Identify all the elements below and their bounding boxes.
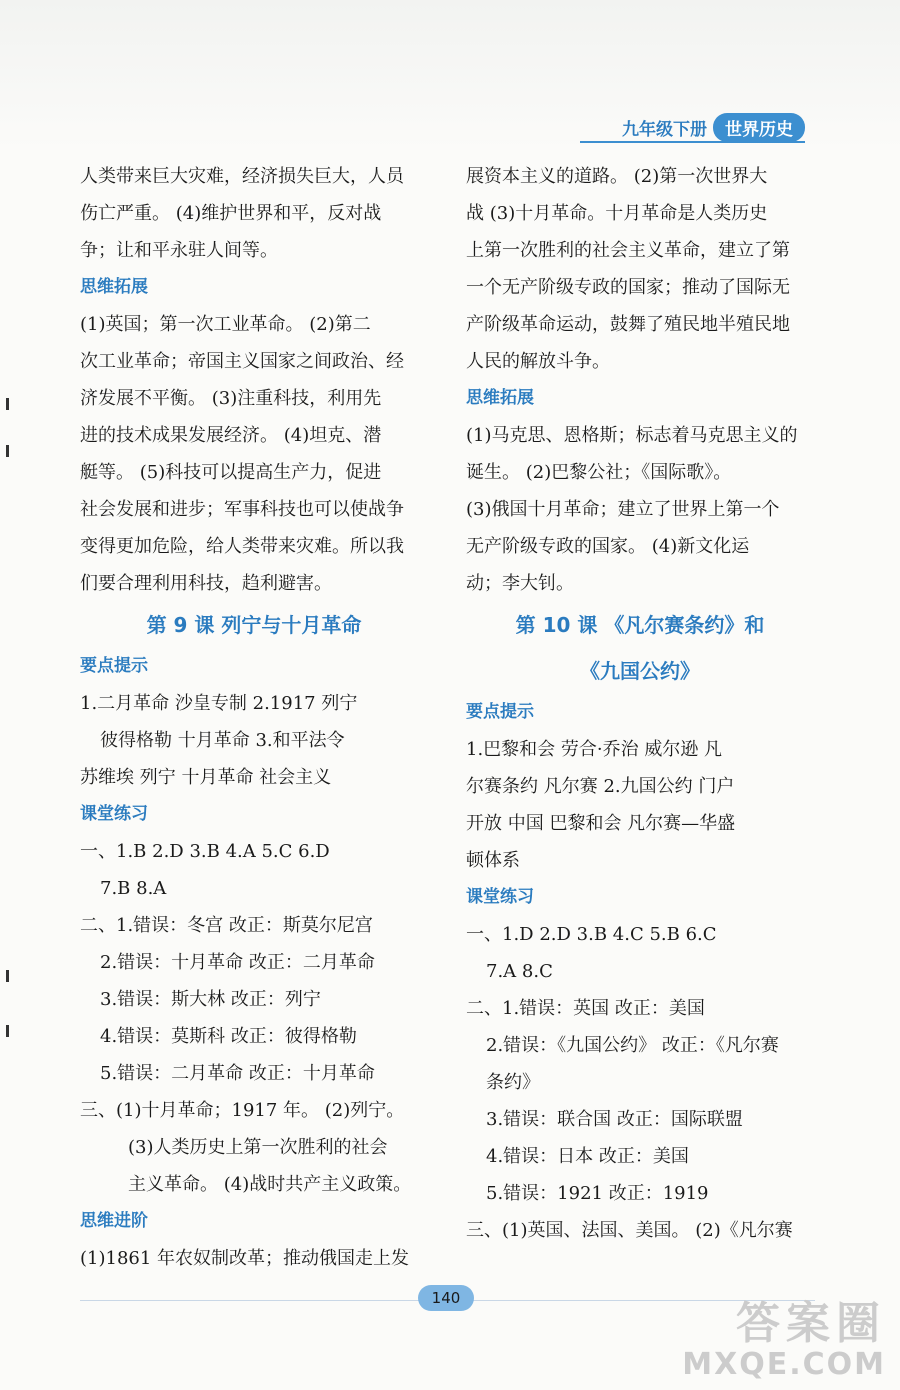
- text-line: 二、1.错误：英国 改正：美国: [466, 998, 705, 1019]
- text-line: 产阶级革命运动，鼓舞了殖民地半殖民地: [466, 314, 790, 335]
- lesson-title: 第 9 课 列宁与十月革命: [146, 613, 362, 637]
- text-line: 开放 中国 巴黎和会 凡尔赛—华盛: [466, 813, 736, 834]
- binding-mark: [6, 1025, 9, 1037]
- binding-mark: [6, 970, 9, 982]
- text-line: 3.错误：斯大林 改正：列宁: [100, 989, 321, 1010]
- text-line: 上第一次胜利的社会主义革命，建立了第: [466, 240, 790, 261]
- text-line: 们要合理利用科技，趋利避害。: [80, 573, 332, 594]
- text-line: 主义革命。 (4)战时共产主义政策。: [128, 1174, 412, 1195]
- text-line: 动；李大钊。: [466, 573, 574, 594]
- text-line: 1.巴黎和会 劳合·乔治 威尔逊 凡: [466, 739, 723, 760]
- text-line: (1)马克思、恩格斯；标志着马克思主义的: [466, 425, 798, 446]
- text-line: 一、1.B 2.D 3.B 4.A 5.C 6.D: [80, 841, 330, 862]
- text-line: (1)1861 年农奴制改革；推动俄国走上发: [80, 1248, 410, 1269]
- text-line: 1.二月革命 沙皇专制 2.1917 列宁: [80, 693, 358, 714]
- text-line: 4.错误：日本 改正：美国: [486, 1146, 689, 1167]
- lesson-title: 第 10 课 《凡尔赛条约》和: [515, 613, 765, 637]
- text-line: 三、(1)英国、法国、美国。 (2)《凡尔赛: [466, 1220, 793, 1241]
- text-line: 次工业革命；帝国主义国家之间政治、经: [80, 351, 404, 372]
- text-line: 诞生。 (2)巴黎公社；《国际歌》。: [466, 462, 732, 483]
- text-line: 7.A 8.C: [486, 961, 553, 982]
- text-line: 4.错误：莫斯科 改正：彼得格勒: [100, 1026, 357, 1047]
- grade-label: 九年级下册: [622, 119, 707, 140]
- running-header: [622, 112, 805, 142]
- text-line: 彼得格勒 十月革命 3.和平法令: [100, 730, 345, 751]
- text-line: 争；让和平永驻人间等。: [80, 240, 278, 261]
- text-line: (3)人类历史上第一次胜利的社会: [128, 1137, 388, 1158]
- subject-badge: 世界历史: [713, 113, 805, 142]
- section-heading: 要点提示: [80, 656, 148, 676]
- text-line: 战 (3)十月革命。十月革命是人类历史: [466, 203, 768, 224]
- text-line: 无产阶级专政的国家。 (4)新文化运: [466, 536, 750, 557]
- text-line: 2.错误：《九国公约》 改正：《凡尔赛: [486, 1035, 779, 1056]
- text-line: 7.B 8.A: [100, 878, 167, 899]
- text-line: 进的技术成果发展经济。 (4)坦克、潜: [80, 425, 382, 446]
- watermark: [682, 1300, 886, 1382]
- text-line: 济发展不平衡。 (3)注重科技，利用先: [80, 388, 382, 409]
- text-line: 展资本主义的道路。 (2)第一次世界大: [466, 166, 768, 187]
- text-line: 苏维埃 列宁 十月革命 社会主义: [80, 767, 332, 788]
- text-line: (1)英国；第一次工业革命。 (2)第二: [80, 314, 371, 335]
- text-line: 5.错误：1921 改正：1919: [486, 1183, 709, 1204]
- right-column: [466, 158, 814, 1249]
- binding-mark: [6, 445, 9, 457]
- text-line: 三、(1)十月革命；1917 年。 (2)列宁。: [80, 1100, 405, 1121]
- header-rule: [580, 141, 805, 143]
- watermark-line2: MXQE.COM: [682, 1347, 886, 1382]
- text-line: 5.错误：二月革命 改正：十月革命: [100, 1063, 375, 1084]
- lesson-title: 《九国公约》: [580, 659, 700, 683]
- section-heading: 要点提示: [466, 702, 534, 722]
- text-line: 尔赛条约 凡尔赛 2.九国公约 门户: [466, 776, 735, 797]
- watermark-line1: 答案圈: [736, 1298, 886, 1349]
- section-heading: 课堂练习: [80, 804, 148, 824]
- text-line: 二、1.错误：冬宫 改正：斯莫尔尼宫: [80, 915, 373, 936]
- page-number: 140: [418, 1285, 474, 1311]
- text-line: 艇等。 (5)科技可以提高生产力，促进: [80, 462, 382, 483]
- text-line: 一、1.D 2.D 3.B 4.C 5.B 6.C: [466, 924, 717, 945]
- section-heading: 课堂练习: [466, 887, 534, 907]
- text-line: 人类带来巨大灾难，经济损失巨大，人员: [80, 166, 404, 187]
- text-line: 2.错误：十月革命 改正：二月革命: [100, 952, 375, 973]
- section-heading: 思维进阶: [80, 1211, 148, 1231]
- section-heading: 思维拓展: [80, 277, 148, 297]
- text-line: 3.错误：联合国 改正：国际联盟: [486, 1109, 743, 1130]
- section-heading: 思维拓展: [466, 388, 534, 408]
- text-line: 伤亡严重。 (4)维护世界和平，反对战: [80, 203, 382, 224]
- text-line: 条约》: [486, 1072, 540, 1093]
- text-line: 顿体系: [466, 850, 520, 871]
- left-column: [80, 158, 428, 1277]
- text-line: (3)俄国十月革命；建立了世界上第一个: [466, 499, 780, 520]
- text-line: 变得更加危险，给人类带来灾难。所以我: [80, 536, 404, 557]
- text-line: 人民的解放斗争。: [466, 351, 610, 372]
- text-line: 社会发展和进步；军事科技也可以使战争: [80, 499, 404, 520]
- text-line: 一个无产阶级专政的国家；推动了国际无: [466, 277, 790, 298]
- binding-mark: [6, 398, 9, 410]
